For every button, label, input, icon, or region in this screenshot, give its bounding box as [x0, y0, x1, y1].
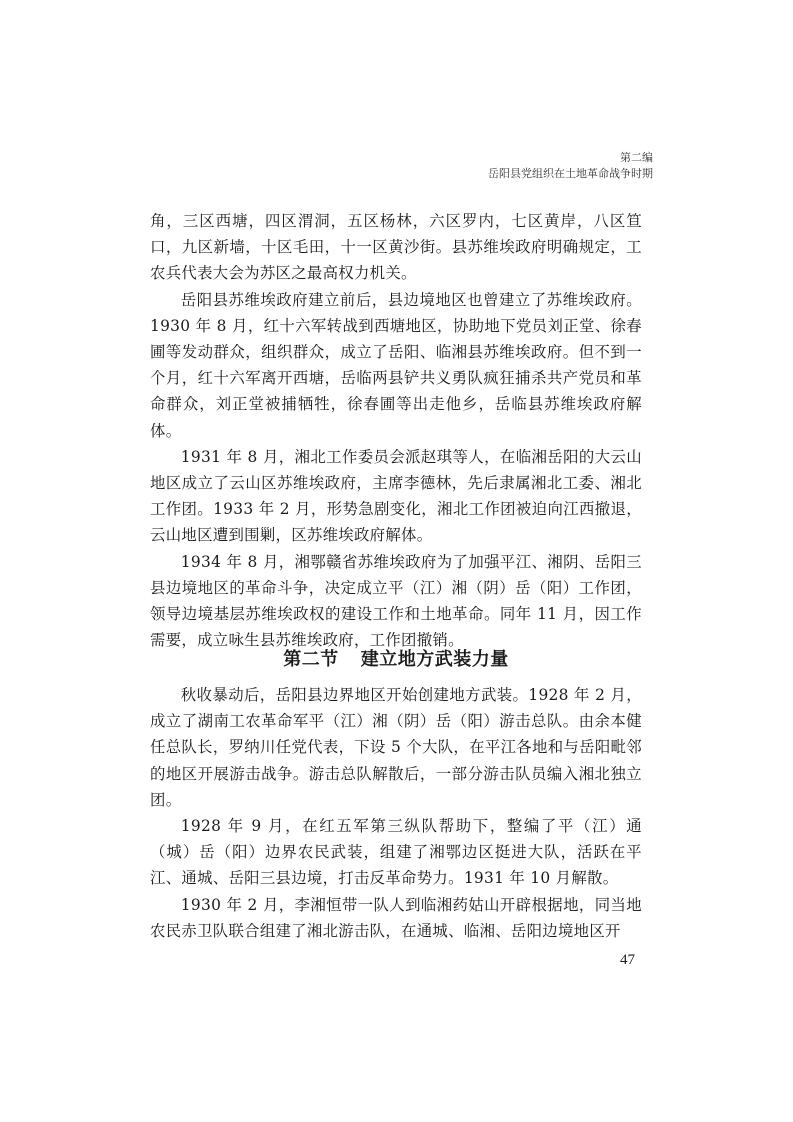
- page-number: 47: [620, 952, 635, 968]
- paragraph: 1928 年 9 月，在红五军第三纵队帮助下，整编了平（江）通（城）岳（阳）边界农民武装，组建了湘鄂边区挺进大队，活跃在平江、通城、岳阳三县边境，打击反革命势力。1931 年 10 月解散。: [150, 817, 642, 888]
- paragraph: 秋收暴动后，岳阳县边界地区开始创建地方武装。1928 年 2 月，成立了湖南工农革命军平（江）湘（阴）岳（阳）游击总队。由余本健任总队长，罗纳川任党代表，下设 5 个大队，在平江各地和与岳阳毗邻的地区开展游击战争。游击总队解散后，一部分游击队员编入湘北独立团。: [150, 686, 642, 809]
- running-head: [488, 150, 653, 182]
- paragraph: 1930 年 2 月，李湘恒带一队人到临湘药姑山开辟根据地，同当地农民赤卫队联合组建了湘北游击队，在通城、临湘、岳阳边境地区开: [150, 895, 642, 940]
- section-heading: [150, 645, 642, 671]
- section-title: 建立地方武装力量: [360, 649, 509, 670]
- paragraph: 1934 年 8 月，湘鄂赣省苏维埃政府为了加强平江、湘阴、岳阳三县边境地区的革命斗争，决定成立平（江）湘（阴）岳（阳）工作团，领导边境基层苏维埃政权的建设工作和土地革命。同年 11 月，因工作需要，成立咏生县苏维埃政府，工作团撤销。: [150, 552, 642, 650]
- body-text-bottom: [150, 682, 642, 944]
- body-text-top: [150, 208, 642, 653]
- section-number: 第二节: [283, 649, 339, 670]
- paragraph: 岳阳县苏维埃政府建立前后，县边境地区也曾建立了苏维埃政府。1930 年 8 月，红十六军转战到西塘地区，协助地下党员刘正堂、徐春圃等发动群众，组织群众，成立了岳阳、临湘县苏维埃政府。但不到一个月，红十六军离开西塘，岳临两县铲共义勇队疯狂捕杀共产党员和革命群众，刘正堂被捕牺牲，徐春圃等出走他乡，岳临县苏维埃政府解体。: [150, 290, 642, 440]
- paragraph: 角，三区西塘，四区渭洞，五区杨林，六区罗内，七区黄岸，八区笪口，九区新墙，十区毛田，十一区黄沙街。县苏维埃政府明确规定，工农兵代表大会为苏区之最高权力机关。: [150, 212, 642, 283]
- paragraph: 1931 年 8 月，湘北工作委员会派赵琪等人，在临湘岳阳的大云山地区成立了云山区苏维埃政府，主席李德林，先后隶属湘北工委、湘北工作团。1933 年 2 月，形势急剧变化，湘北工作团被迫向江西撤退，云山地区遭到围剿，区苏维埃政府解体。: [150, 447, 642, 545]
- running-head-chapter: 岳阳县党组织在土地革命战争时期: [488, 167, 653, 180]
- running-head-part: 第二编: [620, 151, 653, 164]
